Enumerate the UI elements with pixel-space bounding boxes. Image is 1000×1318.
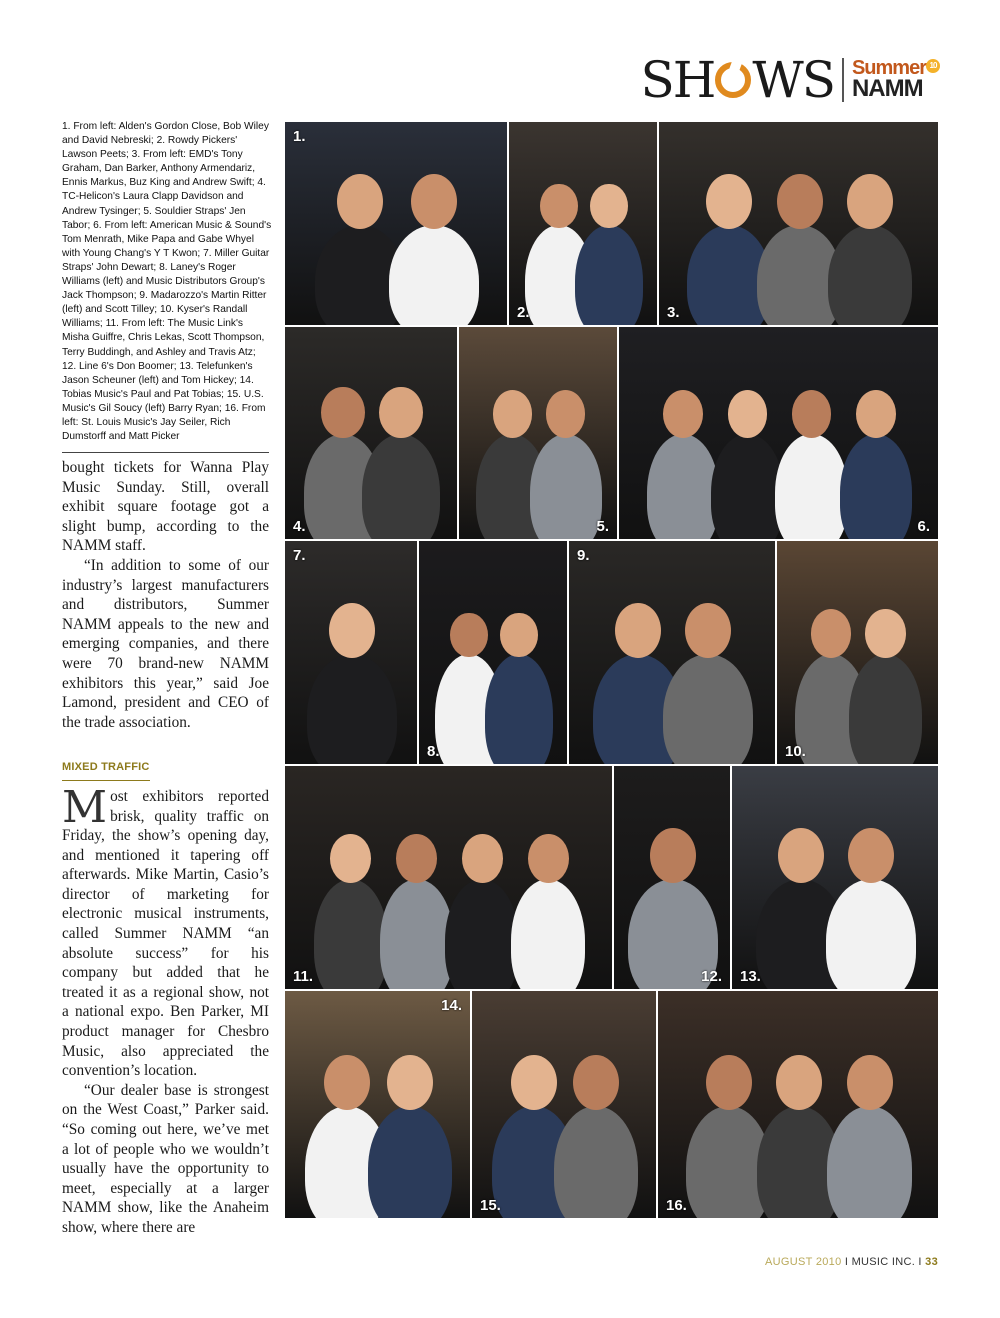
drop-cap: M	[62, 781, 108, 833]
photo-3	[658, 121, 939, 326]
person-head	[493, 390, 533, 438]
person-figure	[362, 434, 440, 540]
person-head	[848, 828, 894, 883]
person-head	[546, 390, 586, 438]
article-paragraph-2: “In addition to some of our industry’s largest manufacturers and distributors, Summer NAMM appeals to the new and emerging companies, and there were 70 brand-new NAMM exhibitors this year,” said Joe Lamond, president and CEO of the trade association.	[62, 556, 269, 731]
issue-date: AUGUST 2010	[765, 1256, 842, 1268]
person-head	[528, 834, 569, 883]
photo-number: 6.	[917, 518, 930, 535]
photo-number: 2.	[517, 304, 530, 321]
person-head	[856, 390, 896, 438]
person-figure	[826, 879, 916, 991]
person-head	[728, 390, 768, 438]
person-head	[685, 603, 731, 658]
caption-divider	[62, 452, 269, 453]
photo-14	[284, 990, 471, 1219]
summer-namm-mark	[852, 59, 940, 101]
photo-number: 5.	[596, 518, 609, 535]
person-head	[792, 390, 832, 438]
section-subhead: MIXED TRAFFIC	[62, 758, 150, 781]
magazine-name: MUSIC INC.	[851, 1256, 916, 1268]
person-head	[650, 828, 696, 883]
footer-separator: I	[841, 1256, 852, 1268]
person-head	[847, 174, 893, 229]
person-head	[573, 1055, 619, 1110]
person-head	[330, 834, 371, 883]
photo-number: 13.	[740, 968, 761, 985]
photo-10	[776, 540, 939, 765]
person-figure	[389, 225, 479, 327]
person-head	[329, 603, 375, 658]
shows-wordmark-right: WS	[752, 51, 834, 109]
person-figure	[775, 434, 847, 540]
person-head	[706, 174, 752, 229]
person-head	[500, 613, 537, 658]
person-head	[321, 387, 364, 439]
photo-number: 7.	[293, 547, 306, 564]
person-figure	[485, 654, 553, 766]
person-head	[776, 1055, 822, 1110]
person-figure	[511, 879, 585, 991]
photo-1	[284, 121, 508, 326]
person-figure	[711, 434, 783, 540]
person-figure	[380, 879, 454, 991]
photo-number: 3.	[667, 304, 680, 321]
photo-number: 12.	[701, 968, 722, 985]
person-head	[387, 1055, 433, 1110]
article-paragraph-3	[62, 781, 269, 1081]
photo-number: 10.	[785, 743, 806, 760]
person-head	[396, 834, 437, 883]
photo-4	[284, 326, 458, 540]
person-head	[778, 828, 824, 883]
shows-wordmark-left: SH	[640, 51, 715, 109]
person-head	[462, 834, 503, 883]
photo-number: 11.	[293, 968, 314, 985]
person-head	[379, 387, 422, 439]
person-figure	[368, 1106, 452, 1220]
person-head	[777, 174, 823, 229]
person-figure	[840, 434, 912, 540]
shows-summer-namm-logo	[640, 52, 940, 108]
person-head	[511, 1055, 557, 1110]
person-head	[450, 613, 487, 658]
person-head	[411, 174, 457, 229]
person-head	[865, 609, 905, 657]
person-figure	[647, 434, 719, 540]
photo-5	[458, 326, 618, 540]
person-figure	[554, 1106, 638, 1220]
person-figure	[663, 654, 753, 766]
person-figure	[575, 225, 643, 327]
person-figure	[530, 434, 602, 540]
photo-number: 14.	[441, 997, 462, 1014]
photo-8	[418, 540, 568, 765]
photo-15	[471, 990, 657, 1219]
person-figure	[827, 1106, 912, 1220]
photo-7	[284, 540, 418, 765]
photo-number: 8.	[427, 743, 440, 760]
sun-10-icon: 10	[926, 59, 940, 73]
photo-number: 1.	[293, 128, 306, 145]
person-head	[706, 1055, 752, 1110]
photo-13	[731, 765, 939, 990]
person-head	[337, 174, 383, 229]
person-head	[324, 1055, 370, 1110]
photo-16	[657, 990, 939, 1219]
page-number: 33	[925, 1256, 938, 1268]
article-paragraph-4: “Our dealer base is strongest on the West Coast,” Parker said. “So coming out here, we’ve met a lot of people who we wouldn’t usually have the opportunity to meet, especially at a larger NAMM show, like the Anaheim show, where there are	[62, 1081, 269, 1236]
photo-number: 16.	[666, 1197, 687, 1214]
summer-text: Summer	[851, 57, 926, 80]
person-head	[540, 184, 577, 229]
shows-wordmark	[640, 51, 834, 109]
article-paragraph-1: bought tickets for Wanna Play Music Sunday. Still, overall exhibit square footage got a slight bump, according to the NAMM staff.	[62, 459, 269, 555]
person-head	[811, 609, 851, 657]
photo-2	[508, 121, 658, 326]
namm-label: NAMM	[851, 75, 923, 103]
page-footer	[765, 1256, 938, 1268]
photo-number: 15.	[480, 1197, 501, 1214]
photo-number: 4.	[293, 518, 306, 535]
person-head	[590, 184, 627, 229]
logo-divider	[842, 58, 844, 102]
person-figure	[445, 879, 519, 991]
article-paragraph-3-text: ost exhibitors reported brisk, quality traffic on Friday, the show’s opening day, and mentioned it tapering off afterwards. Mike Martin, Casio’s director of marketing for electronic musical instruments, called Summer NAMM “an absolute success” for his company but added that he treated it as a regional show, not a national expo. Ben Parker, MI product manager for Chesbro Music, also appreciated the convention’s location.	[62, 787, 269, 1080]
person-head	[663, 390, 703, 438]
footer-separator: I	[915, 1256, 926, 1268]
photo-12	[613, 765, 731, 990]
photo-9	[568, 540, 776, 765]
photo-captions: 1. From left: Alden's Gordon Close, Bob Wiley and David Nebreski; 2. Rowdy Pickers' Lawson Peets; 3. From left: EMD's Tony Graham, Dan Barker, Anthony Armendariz, Ennis Markus, Buz King and Andrew Swift; 4. TC-Helicon's Laura Clapp Davidson and Andrew Tysinger; 5. Souldier Straps' Jen Tabor; 6. From left: American Music & Sound's Tom Menrath, Mike Papa and Gabe Whyel with Young Chang's Y T Kwon; 7. Miller Guitar Straps' John Dewart; 8. Laney's Roger Williams (left) and Music Distributors Group's Jack Thompson; 9. Madarozzo's Martin Ritter (left) and Scott Tilley; 10. Kyser's Randall Williams; 11. From left: The Music Link's Misha Guiffre, Chris Lekas, Scott Thompson, Terry Buddingh, and Ashley and Travis Atz; 12. Line 6's Don Boomer; 13. Telefunken's Jason Scheuner (left) and Tom Hickey; 14. Tobias Music's Paul and Pat Tobias; 15. U.S. Music's Gil Soucy (left) Barry Ryan; 16. From left: St. Louis Music's Jay Seiler, Rich Dumstorff and Matt Picker	[62, 121, 272, 443]
photo-number: 9.	[577, 547, 590, 564]
shows-o-ring-icon	[715, 62, 751, 98]
photo-11	[284, 765, 613, 990]
person-figure	[307, 654, 397, 766]
person-head	[615, 603, 661, 658]
article-column	[62, 458, 269, 1238]
photo-6	[618, 326, 939, 540]
person-head	[847, 1055, 893, 1110]
person-figure	[828, 225, 912, 327]
person-figure	[314, 879, 388, 991]
person-figure	[849, 654, 922, 766]
